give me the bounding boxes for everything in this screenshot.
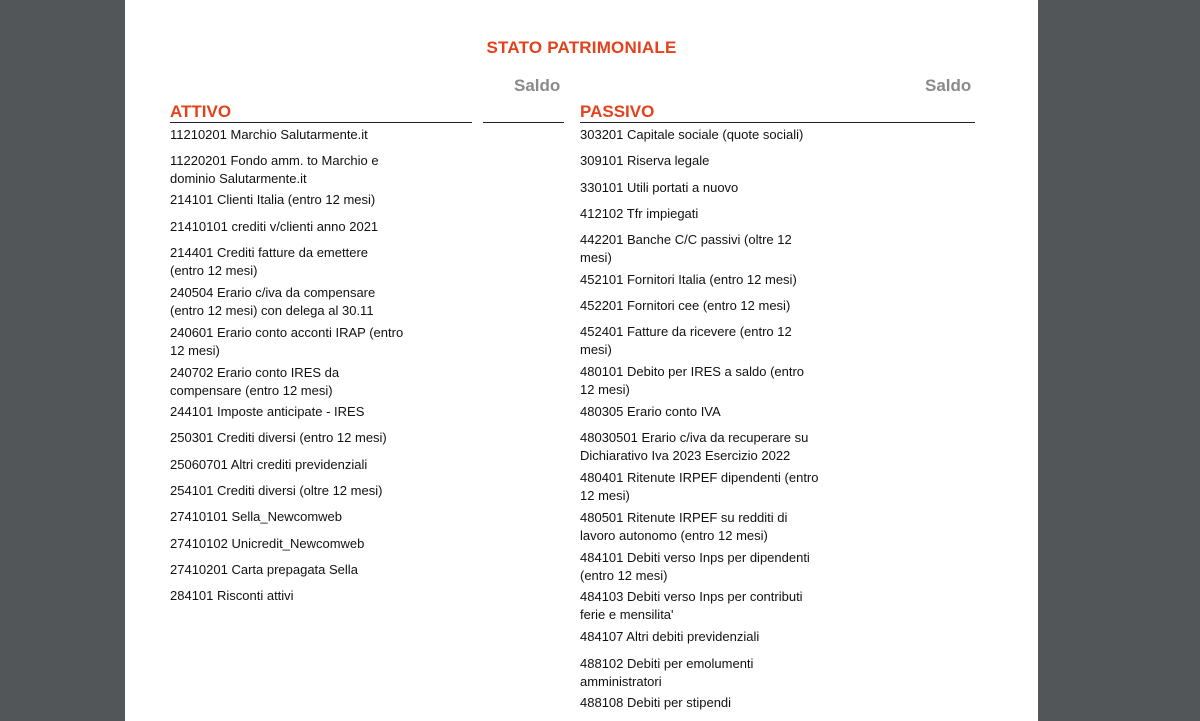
attivo-heading: ATTIVO — [170, 102, 232, 121]
list-item: 240601 Erario conto acconti IRAP (entro 12 mesi) — [170, 325, 404, 358]
list-item: 442201 Banche C/C passivi (oltre 12 mesi) — [580, 232, 792, 265]
list-item: 488108 Debiti per stipendi — [580, 695, 732, 710]
list-item: 214101 Clienti Italia (entro 12 mesi) — [170, 192, 376, 207]
passivo-saldo-rule — [884, 122, 975, 123]
saldo-header-attivo: Saldo — [514, 76, 561, 95]
list-item: 21410101 crediti v/clienti anno 2021 — [170, 219, 379, 234]
list-item: 484103 Debiti verso Inps per contributi ferie e mensilita' — [580, 589, 803, 622]
list-item: 25060701 Altri crediti previdenziali — [170, 457, 368, 472]
list-item: 244101 Imposte anticipate - IRES — [170, 404, 365, 419]
passivo-heading: PASSIVO — [580, 102, 655, 121]
document-page — [125, 0, 1038, 721]
list-item: 484107 Altri debiti previdenziali — [580, 629, 760, 644]
list-item: 480101 Debito per IRES a saldo (entro 12 mesi) — [580, 364, 805, 397]
list-item: 27410201 Carta prepagata Sella — [170, 562, 358, 577]
list-item: 284101 Risconti attivi — [170, 588, 294, 603]
list-item: 214401 Crediti fatture da emettere (entro 12 mesi) — [170, 245, 369, 278]
list-item: 27410102 Unicredit_Newcomweb — [170, 536, 365, 551]
list-item: 488102 Debiti per emolumenti amministratori — [580, 656, 754, 689]
list-item: 11220201 Fondo amm. to Marchio e dominio Salutarmente.it — [170, 153, 379, 186]
list-item: 412102 Tfr impiegati — [580, 206, 699, 221]
list-item: 480401 Ritenute IRPEF dipendenti (entro 12 mesi) — [580, 470, 819, 503]
saldo-header-passivo: Saldo — [925, 76, 972, 95]
list-item: 250301 Crediti diversi (entro 12 mesi) — [170, 430, 387, 445]
list-item: 452201 Fornitori cee (entro 12 mesi) — [580, 298, 791, 313]
list-item: 452401 Fatture da ricevere (entro 12 mesi) — [580, 324, 792, 357]
list-item: 484101 Debiti verso Inps per dipendenti (entro 12 mesi) — [580, 550, 810, 583]
list-item: 27410101 Sella_Newcomweb — [170, 509, 343, 524]
list-item: 480501 Ritenute IRPEF su redditi di lavoro autonomo (entro 12 mesi) — [580, 510, 788, 543]
list-item: 48030501 Erario c/iva da recuperare su Dichiarativo Iva 2023 Esercizio 2022 — [580, 430, 809, 463]
list-item: 330101 Utili portati a nuovo — [580, 180, 739, 195]
attivo-saldo-rule — [483, 122, 564, 123]
list-item: 254101 Crediti diversi (oltre 12 mesi) — [170, 483, 383, 498]
list-item: 480305 Erario conto IVA — [580, 404, 721, 419]
list-item: 11210201 Marchio Salutarmente.it — [170, 127, 368, 142]
attivo-rule — [170, 122, 472, 123]
passivo-rule — [580, 122, 884, 123]
list-item: 303201 Capitale sociale (quote sociali) — [580, 127, 804, 142]
list-item: 452101 Fornitori Italia (entro 12 mesi) — [580, 272, 797, 287]
list-item: 309101 Riserva legale — [580, 153, 710, 168]
list-item: 240504 Erario c/iva da compensare (entro 12 mesi) con delega al 30.11 — [170, 285, 376, 318]
list-item: 240702 Erario conto IRES da compensare (entro 12 mesi) — [170, 365, 340, 398]
page-title: STATO PATRIMONIALE — [486, 38, 677, 57]
